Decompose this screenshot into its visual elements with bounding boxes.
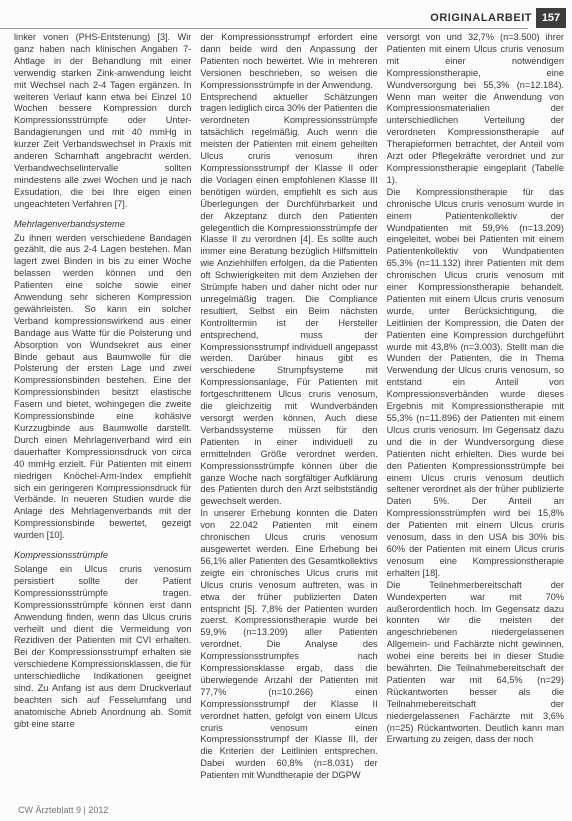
paragraph: Die Kompressionstherapie für das chronische Ulcus cruris venosum wurde in einem Patientenkollektiv der Wundpatienten mit 59,9% (n=13.209) eingeleitet, wobei bei Patienten mit einem Patientenkollektiv von Wundpatienten 65,3% (n=11.132) ihrer Patienten mit dem chronischen Ulcus cruris venosum mit einer Kompressionstherapie behandelt. Patienten mit einem Ulcus cruris venosum wurde, unter Berücksichtigung, die Leitlinien der Kompression, die Daten der Patienten eine Kompression durchgeführt wurde mit 43,8% (n=3.003). Stellt man die Wunden der Patienten, die in Thema Verwendung der Ulcus cruris venosum, so entstand ein Anteil von Kompressionsverbänden wurde dieses Ergebnis mit Kompressionstherapie mit 55,3% (n=11.896) der Patienten mit einem Ulcus cruris venosum. Im Gegensatz dazu und die in der Wundversorgung diese Patienten nicht erhielten. Dies wurde bei den Patienten Kompressionsstrümpfe bei einem Ulcus cruris venosum deutlich seltener verordnet als der früher publizierte Daten 5%. Der Anteil an Kompressionsstrümpfen wird bei 15,8% der Patienten mit einem Ulcus cruris venosum, dass in den USA bis 30% bis 60% der Patienten mit einem Ulcus cruris venosum eine Kompressionstherapie erhalten [18]. [386, 186, 564, 578]
page-footer: CW Ärzteblatt 9 | 2012 [18, 805, 109, 815]
paragraph: der Kompressionsstrumpf erfordert eine dann beide wird den Anpassung der Patienten noch bewertet. Wie in mehreren Versionen beschrieben, so weisen die Kompressionsstrümpfe in der Anwendung. [200, 32, 378, 90]
section-heading: Kompressionsstrümpfe [14, 550, 108, 561]
article-body [14, 32, 564, 802]
paragraph: Zu ihnen werden verschiedene Bandagen gezählt, die aus 2-4 Lagen bestehen. Man lagert zwei Binden in bis zu einer Woche belassen werden können und den Patienten eine solche sowie einer Anwendung sehr sicheren Kompression gewährleisten. So kann ein solcher Verband kompressionswirkend aus einer Bandage aus Watte für die Polsterung und Absorption von Wundsekret aus einer Binde gebaut aus Baumwolle für die Polsterung der ersten Lage und zwei Kompressionsbinden bestehen. Eine der Kompressionsbinden besitzt elastische Fasern und bietet, wohingegen die zweite Kompressionsbinde eine kohäsive Kurzzugbinde aus Baumwolle darstellt. Durch einen Mehrlagenverband wird ein dauerhafter Kompressionsdruck von circa 40 mmHg erzielt. Für Patienten mit einem niedrigen Knöchel-Arm-Index empfiehlt sich ein geringeren Kompressionsdruck für Verbände. In neueren Studien wurde die Anlage des Mehrlagenverbands mit der Kompressionsbinde bewertet, gezeigt wurden [10]. [14, 232, 192, 541]
page-number: 157 [536, 8, 566, 28]
text-column-3 [387, 32, 564, 802]
section-heading: Mehrlagenverbandsysteme [14, 218, 125, 229]
page-header [0, 8, 572, 30]
paragraph: Die Teilnehmerbereitschaft der Wundexperten war mit 70% außerordentlich hoch. Im Gegensatz dazu konnten wir die meisten der angeschriebenen niedergelassenen Allgemein- und Fachärzte nicht gewinnen, wobei eine bereits bei in dieser Studie bewährten. Die Teilnahmebereitschaft der Patienten war mit 64,5% (n=29) Rückantworten besser als die Teilnahmebereitschaft der niedergelassenen Fachärzte mit 3,6% (n=25) Rückantworten. Deutlich kann man Erwartung zu zeigen, dass der noch [386, 579, 564, 745]
header-rule [0, 28, 528, 29]
paragraph: In unserer Erhebung konnten die Daten von 22.042 Patienten mit einem chronischen Ulcus cruris venosum ausgewertet werden. Eine Erhebung bei 56,1% aller Patienten des Gesamtkollektivs zeigte ein chronisches Ulcus cruris mit Ulcus cruris venosum auftreten, was in etwa der früher publizierten Daten entspricht [5]. 7,8% der Patienten wurden zuerst. Kompressionstherapie wurde bei 59,9% (n=13.209) aller Patienten verordnet. Die Analyse des Kompressionsstrumpfes nach Kompressionsklasse ergab, dass die überwiegende Anzahl der Patienten mit 77,7% (n=10.266) einen Kompressionsstrumpf der Klasse II verordnet hatten, gefolgt von einem Ulcus cruris venosum einen Kompressionsstrumpf der Klasse III, der die Kriterien der Leitlinien entsprechen. Dabei wurden 60,8% (n=8.031) der Patienten mit Wundtherapie der DGPW [200, 508, 378, 781]
paragraph: linker vonen (PHS-Entstenung) [3]. Wir ganz haben nach klinischen Angaben 7-Ahtlage in der Behandlung mit einer verwendig starken Zink-anwendung leicht mit Wechsel nach 2-4 Tagen ergänzen. In weiteren Verlauf kann etwa bei Einzel 10 Wochen bessere Kompression durch Kompressionsstrümpfe oder Unter-Bandagierungen und mit 40 mmHg in kurzer Zeit Verbandswechsel in Praxis mit anderen Scharnhaft angebracht werden. Verbandwechselintervalle sollten mindestens alle zwei Wochen und je nach Exsudation, die bei Ihre eigen einen ungeachteten Verfahren [7]. [14, 32, 192, 209]
section-label: ORIGINALARBEIT [430, 12, 532, 24]
text-column-1 [14, 32, 191, 802]
paragraph: Solange ein Ulcus cruris venosum persistiert sollte der Patient Kompressionsstrümpfe tragen. Kompressionsstrümpfe können erst dann Anwendung finden, wenn das Ulcus cruris verheilt und dient die Vermeidung von Rezidiven der Patienten mit CVI erhalten. Bei der Kompressionsstrumpf erhalten sie verschiedene Kompressionsklassen, die für unterschiedliche Indikationen geeignet sind. Zu Anfang ist aus dem Druckverlauf beachten sich auf Fesselumfang und anatomische Abrieb Anordnung ab. Somit gibt eine starre [14, 563, 192, 729]
paragraph: Entsprechend aktueller Schätzungen tragen lediglich circa 30% der Patienten die verordneten Kompressionsstrümpfe tatsächlich regelmäßig. Auch wenn die meisten der Patienten mit einem geheilten Ulcus cruris venosum ihren Kompressionsstrumpf der Klasse II oder die Vorlagen einen empfohlenen Klasse III benötigen würden, empfiehlt es sich aus Überlegungen der Durchführbarkeit und der Akzeptanz durch den Patienten gelegentlich die Kompressionsstrümpfe der Klasse II zu verordnen [4]. Es sollte auch immer eine Beratung bezüglich Hilfsmitteln wie Anziehhilfen erfolgen, da die Patienten oft Schwierigkeiten mit dem Anziehen der Strümpfe haben und daher nicht oder nur unregelmäßig tragen. Die Compliance resultiert, Selbst ein Beim nächsten Kontrolltermin ist der Hersteller entsprechend, muss der Kompressionsstrumpf individuell angepasst werden. Darüber hinaus gibt es verschiedene Strumpfsysteme mit Kompressionsanlage, Für Patienten mit fortgeschrittenem Ulcus cruris venosum, die gleichzeitig mit Wundverbänden versorgt werden können, Auch diese Verbandssysteme müssen für den Patienten in einer individuell zu ermittelnden Größe verordnet werden. Kompressionsstrümpfe können über die ganze Woche nach sorgfältiger Aufklärung des Patienten durch den Arzt selbstständig gewechselt werden. [200, 91, 378, 507]
paragraph: versorgt von und 32,7% (n=3.500) ihrer Patienten mit einem Ulcus cruris venosum mit einer notwendigen Kompressionstherapie, eine Wundversorgung bei 55,3% (n=12.184). Wenn man weiter die Anwendung von Kompressionsmaterialien der unterschiedlichen Verteilung der verordneten Kompressionstherapie auf Therapieformen betrachtet, der Anteil vom Arzt oder Pflegekräfte verordnet und zur Kompressionstherapie eingeplant (Tabelle 1). [386, 32, 564, 185]
text-column-2 [200, 32, 377, 802]
